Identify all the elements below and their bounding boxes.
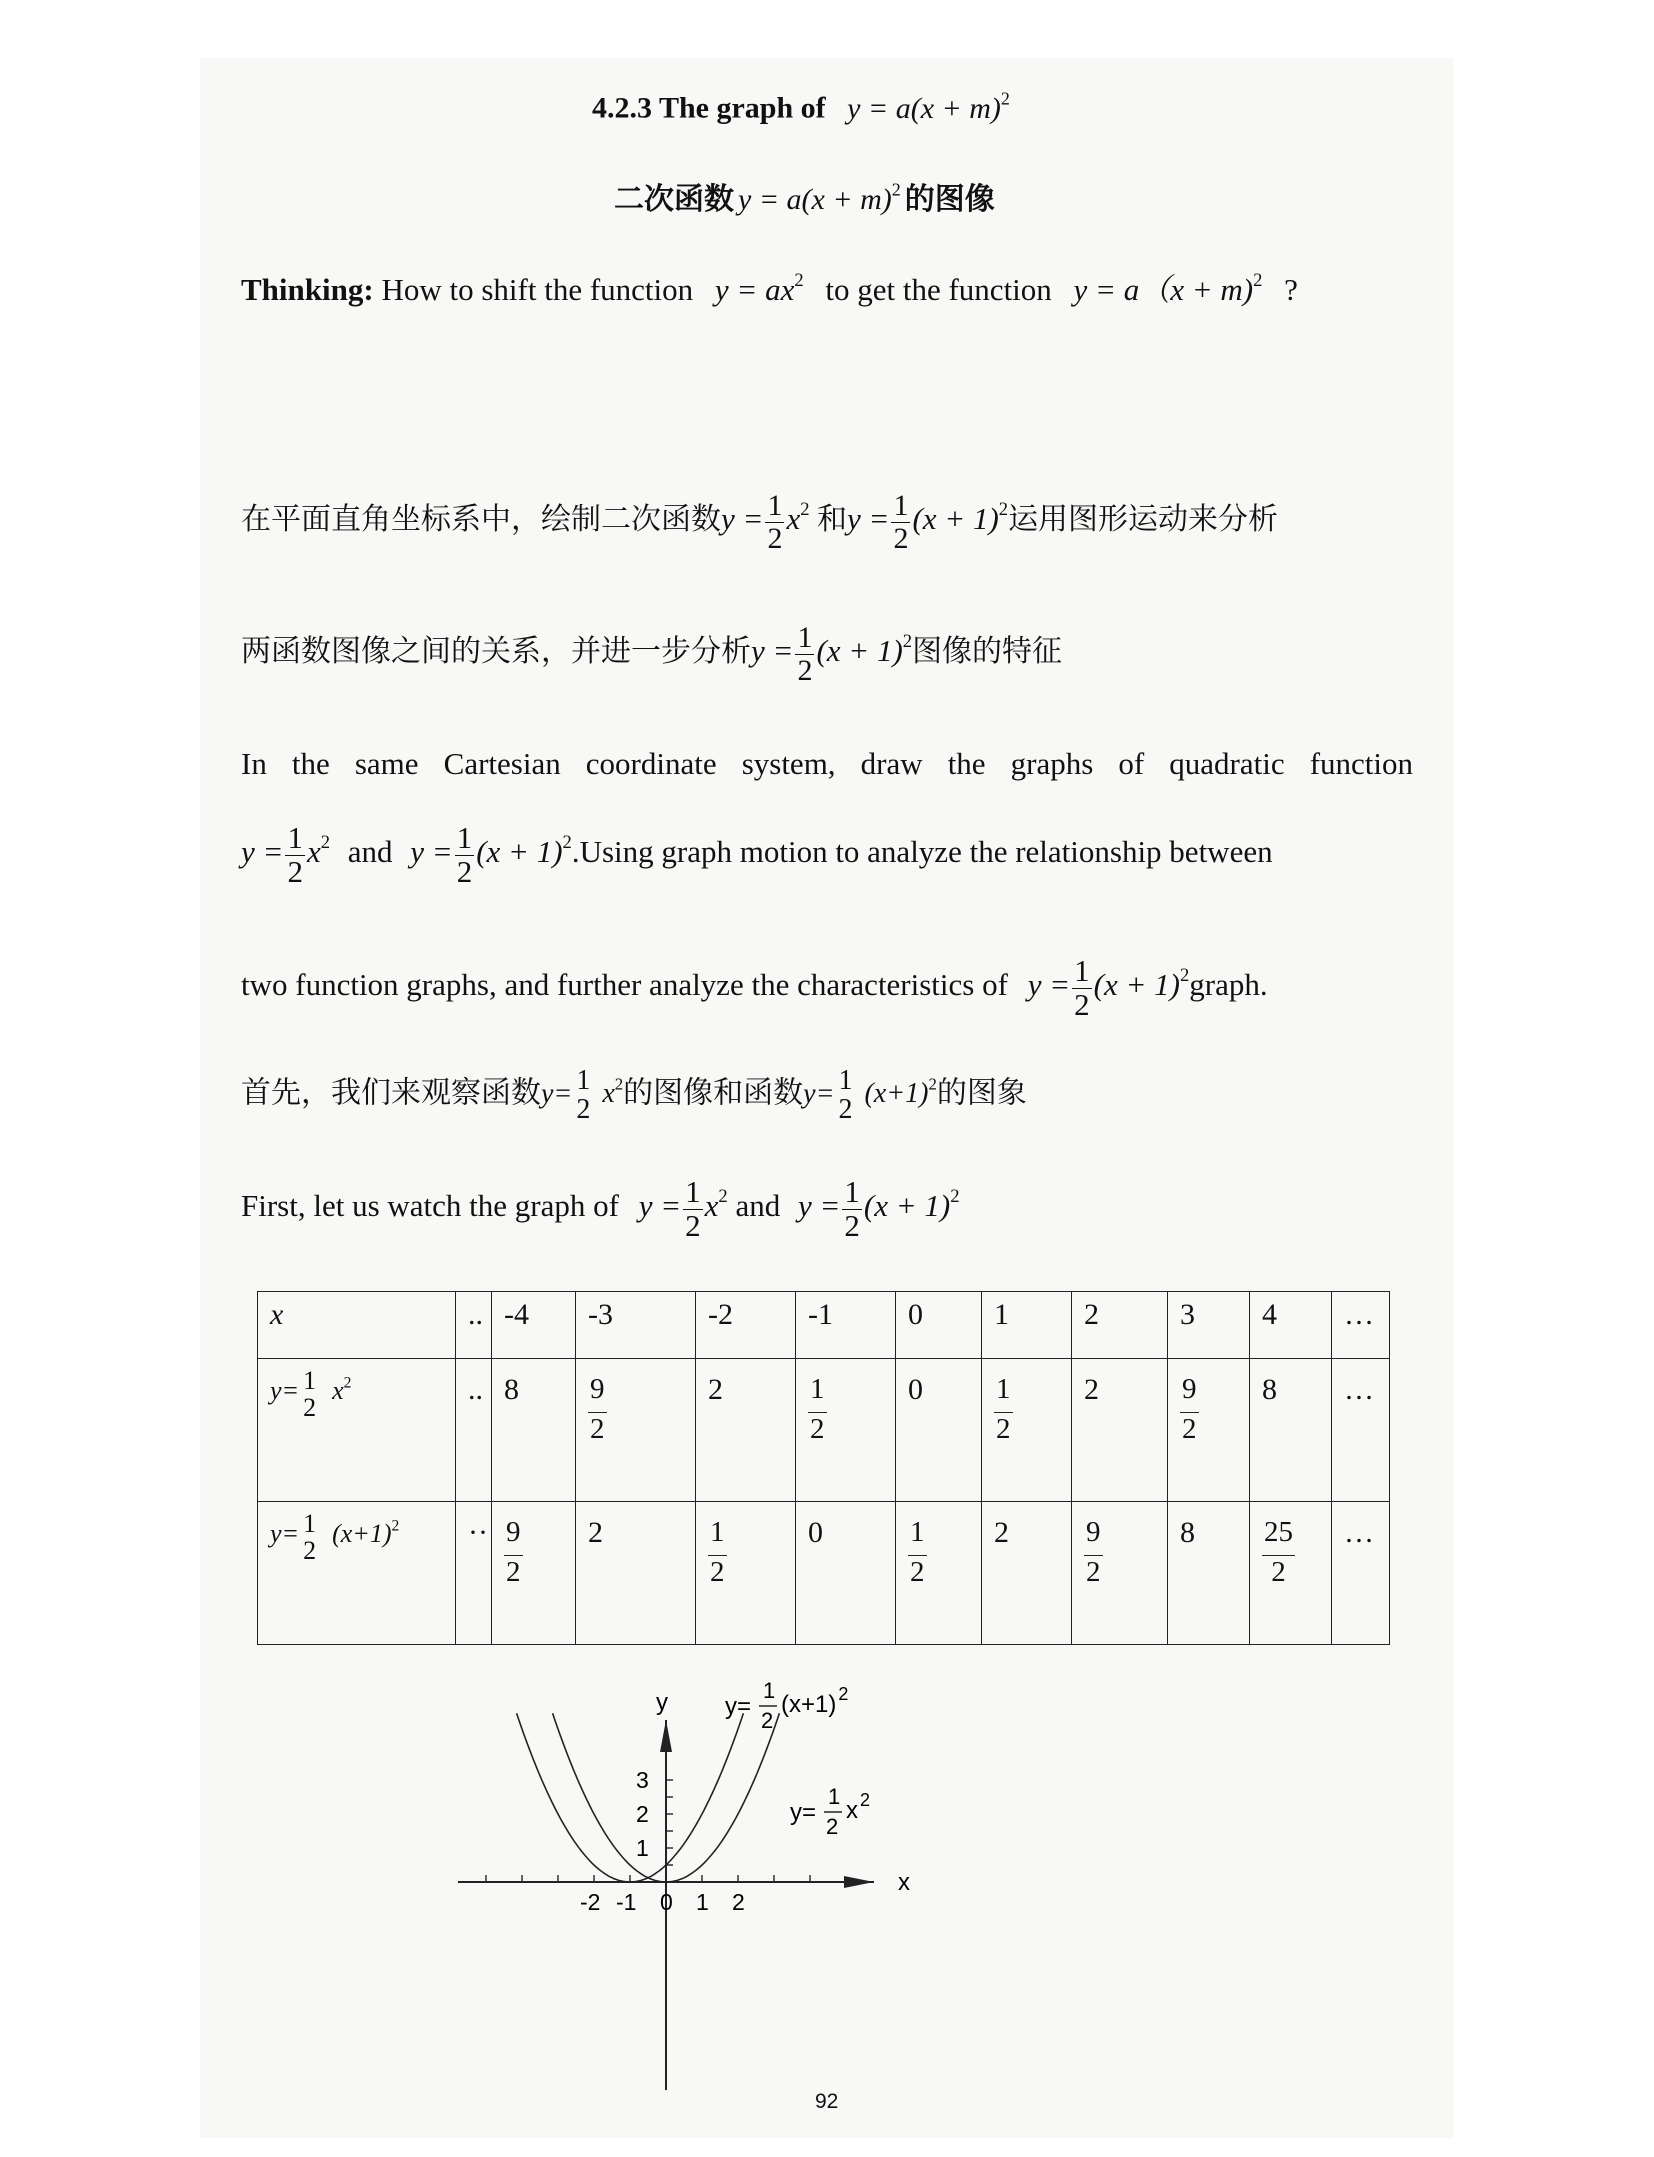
label-y-eq: y= [725, 1693, 752, 1720]
x-tick-label: -2 [580, 1889, 601, 1915]
row-label-half-x-squared: y= 1 2 $x^2$ [258, 1359, 456, 1502]
value-cell [576, 1359, 696, 1502]
value-cell: 2 [696, 1359, 796, 1502]
x-value-cell: 0 [896, 1292, 982, 1359]
section-title: 4.2.3 The graph of $y = a(x + m)^2$ [592, 88, 1010, 125]
parabola-graph [450, 1660, 1010, 2100]
y-axis-arrow [660, 1720, 672, 1752]
label-numerator: 1 [763, 1678, 776, 1703]
value-cell: .. [456, 1359, 492, 1502]
value-cell: 8 [492, 1359, 576, 1502]
x-value-cell: .. [456, 1292, 492, 1359]
fraction-value: $\frac{9}{2}$ [506, 1516, 521, 1589]
fraction-value: $\frac{1}{2}$ [996, 1373, 1011, 1446]
value-cell [492, 1502, 576, 1645]
value-cell: … [1332, 1359, 1390, 1502]
fraction-value: $\frac{1}{2}$ [810, 1373, 825, 1446]
label-half-x-squared [790, 1784, 870, 1839]
x-tick-label: -1 [616, 1889, 637, 1915]
value-cell [796, 1359, 896, 1502]
x-value-cell: 2 [1072, 1292, 1168, 1359]
value-cell [1168, 1359, 1250, 1502]
fraction-value: $\frac{9}{2}$ [1182, 1373, 1197, 1446]
value-cell: 0 [896, 1359, 982, 1502]
label-denominator: 2 [826, 1814, 839, 1839]
chinese-title: 二次函数 $y = a(x + m)^2$ 的图像 [614, 179, 995, 217]
cn-paragraph-line-1: 在平面直角坐标系中，绘制二次函数y = $\frac{1}{2}$ $x^2$ 和y = $\frac{1}{2}$ $(x + 1)^2$运用图形运动来分析 [241, 489, 1279, 555]
value-cell: 8 [1168, 1502, 1250, 1645]
label-exponent: 2 [838, 1684, 849, 1704]
x-value-cell: 4 [1250, 1292, 1332, 1359]
thinking-question: Thinking: How to shift the function $y = ax^2$ to get the function y = a（x + m)$^2$ ? [241, 270, 1298, 307]
x-axis-arrow [844, 1876, 874, 1888]
fraction-value: $\frac{9}{2}$ [1086, 1516, 1101, 1589]
en-paragraph-line-1: In the same Cartesian coordinate system, draw the graphs of quadratic function [241, 746, 1413, 781]
label-denominator: 2 [761, 1708, 774, 1733]
x-tick-label: 2 [732, 1889, 745, 1915]
value-cell: 0 [796, 1502, 896, 1645]
x-value-cell: 3 [1168, 1292, 1250, 1359]
en-first-line: First, let us watch the graph of y = $\frac{1}{2}$ $x^2$ and y = $\frac{1}{2}$ $(x + 1)^2$ [241, 1174, 960, 1243]
cn-first-line: 首先，我们来观察函数y= 1 2 $x^2$的图像和函数y= 1 2 $(x+1)^2$的图象 [241, 1065, 1027, 1126]
x-value-cell: -3 [576, 1292, 696, 1359]
y-tick-label: 1 [636, 1835, 649, 1861]
x-axis-label: x [898, 1869, 910, 1896]
value-cell [1072, 1502, 1168, 1645]
label-half-x-plus-1-squared [725, 1678, 848, 1733]
fraction-value: $\frac{25}{2}$ [1264, 1516, 1293, 1589]
label-numerator: 1 [828, 1784, 841, 1809]
value-cell [1250, 1502, 1332, 1645]
fraction-value: $\frac{1}{2}$ [910, 1516, 925, 1589]
page-number: 92 [815, 2090, 839, 2113]
x-tick-label: 0 [660, 1889, 673, 1915]
values-table [257, 1291, 1390, 1645]
value-cell: … [1332, 1502, 1390, 1645]
en-paragraph-line-3: two function graphs, and further analyze the characteristics of y = $\frac{1}{2}$ $(x + 1)^2graph$. [241, 953, 1268, 1022]
label-exponent: 2 [860, 1790, 871, 1810]
value-cell: 2 [576, 1502, 696, 1645]
value-cell [896, 1502, 982, 1645]
value-cell: 2 [982, 1502, 1072, 1645]
table-row-half-x-plus-1-squared [258, 1502, 1390, 1645]
x-value-cell: -1 [796, 1292, 896, 1359]
x-value-cell: … [1332, 1292, 1390, 1359]
value-cell [696, 1502, 796, 1645]
table-row-x [258, 1292, 1390, 1359]
x-value-cell: 1 [982, 1292, 1072, 1359]
x-value-cell: -2 [696, 1292, 796, 1359]
y-tick-label: 2 [636, 1801, 649, 1827]
value-cell: ·· [456, 1502, 492, 1645]
row-label-half-x-plus-1-squared: y= 1 2 $(x+1)^2$ [258, 1502, 456, 1645]
fraction-value: $\frac{1}{2}$ [710, 1516, 725, 1589]
y-axis-label: y [656, 1689, 668, 1716]
value-cell [982, 1359, 1072, 1502]
table-row-half-x-squared [258, 1359, 1390, 1502]
value-cell: 2 [1072, 1359, 1168, 1502]
cn-paragraph-line-2: 两函数图像之间的关系，并进一步分析y = $\frac{1}{2}$ $(x + 1)^2$图像的特征 [241, 621, 1063, 687]
x-value-cell: -4 [492, 1292, 576, 1359]
fraction-value: $\frac{9}{2}$ [590, 1373, 605, 1446]
label-expression: (x+1) [781, 1691, 837, 1718]
x-tick-label: 1 [696, 1889, 709, 1915]
row-label-x: x [258, 1292, 456, 1359]
label-y-eq: y= [790, 1799, 817, 1826]
y-tick-label: 3 [636, 1767, 649, 1793]
en-paragraph-line-2: y = $\frac{1}{2}$ $x^2$ and y = $\frac{1}{2}$ $(x + 1)^2.Using$ graph motion to analyze the relationship between [241, 820, 1273, 889]
label-expression: x [846, 1797, 858, 1824]
value-cell: 8 [1250, 1359, 1332, 1502]
